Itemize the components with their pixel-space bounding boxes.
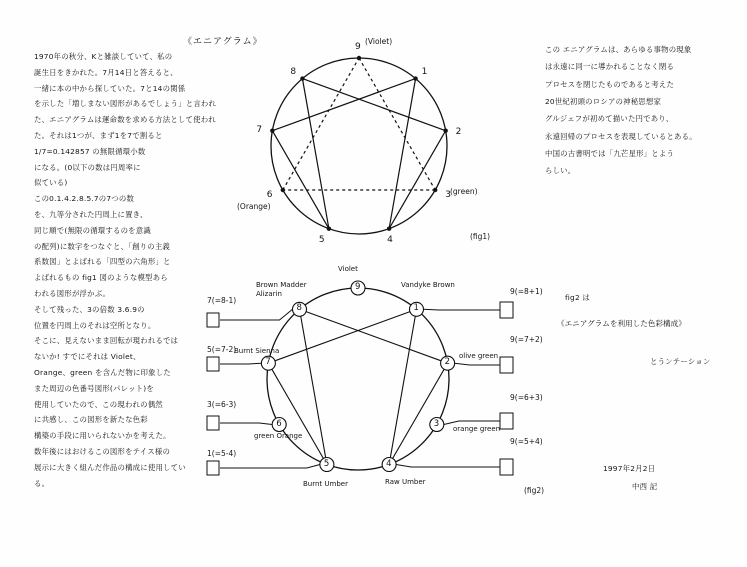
fig2-left-swatch [207, 357, 219, 371]
fig2-left-connector [220, 309, 293, 320]
left-text-line: 一緒に本の中から探していた。7と14の関係 [34, 83, 186, 93]
right-text-line: らしい。 [545, 166, 576, 176]
fig2-color-label: Burnt Sienna [234, 347, 280, 355]
fig1-point-number: 6 [266, 190, 273, 200]
fig2-node-number: 2 [444, 357, 451, 368]
left-text-line: を示した「増しまない図形があるでしょう」と言われ [34, 99, 217, 109]
fig1-point-number: 5 [318, 234, 325, 245]
fig1-caption: (fig1) [470, 232, 491, 241]
right-text-line: 中国の古書明では「九芒星形」とよう [545, 148, 675, 158]
fig2-left-connector [220, 423, 272, 425]
fig2-color-label: Brown Madder Alizarin [256, 281, 307, 298]
fig2-color-label: orange green [453, 425, 501, 433]
fig2-right-connector [423, 309, 500, 310]
left-text-line: 1/7=0.142857 の無限循環小数 [34, 146, 146, 156]
fig2-right-swatch [500, 459, 513, 475]
right-text-line: プロセスを閉じたものであると考えた [545, 79, 675, 89]
left-text-line: 同じ順で(無限の循環するのを意識 [34, 225, 151, 235]
left-text-line: ないか! すでにそれは Violet、 [34, 352, 141, 362]
fig2-right-connector [396, 465, 500, 467]
fig2-right-swatch [500, 302, 513, 318]
fig2-formula: 9(=8+1) [510, 287, 543, 296]
page-title: 《エニアグラム》 [183, 37, 263, 47]
left-text-line: になる。(0以下の数は円周率に [34, 162, 141, 172]
fig2-formula: 7(=8-1) [207, 296, 237, 305]
left-text-line: 誕生日をきかれた。7月14日と答えると、 [34, 67, 178, 77]
left-text-line: た。それは1つが、まず1を7で割ると [34, 131, 163, 140]
fig1-point [433, 188, 437, 192]
fig2-formula: 3(=6-3) [207, 400, 237, 409]
fig2-formula: 9(=5+4) [510, 437, 543, 446]
fig1-point [300, 76, 304, 80]
fig2-left-connector [220, 465, 320, 468]
fig2-note-title: 《エニアグラムを利用した色彩構成》 [557, 319, 686, 328]
fig1-dots [270, 56, 448, 231]
fig2-formula: 9(=7+2) [510, 335, 543, 344]
right-text-line: は永遠に同一に導かれることなく閉る [545, 62, 675, 72]
left-text-line: Orange、green を含んだ物に印象した [34, 368, 171, 377]
fig2-right-connector [455, 363, 500, 365]
fig2-caption: (fig2) [524, 486, 545, 495]
left-text-line: た、エニアグラムは運命数を求める方法として使われ [34, 115, 216, 125]
fig1-triangle-line [283, 58, 359, 190]
left-text-line: に共感し、この図形を新たな色彩 [34, 415, 148, 425]
fig1-point [270, 129, 274, 133]
right-text-line: 永遠回帰のプロセスを表現しているとある。 [545, 131, 697, 141]
fig2-left-swatch [207, 313, 219, 327]
fig2-node-number: 1 [413, 303, 419, 314]
left-text-line: また周辺の色番号図形(パレット)を [34, 383, 154, 393]
fig1-point [357, 56, 361, 60]
fig1-point-number: 7 [256, 124, 263, 135]
left-text-line: われる図形が浮かぶ。 [34, 289, 111, 298]
fig2-swatch-connectors [207, 302, 513, 475]
fig2-note-caption: とうンテーション [650, 357, 711, 366]
fig2-node-number: 7 [265, 357, 271, 368]
fig1-point [387, 226, 391, 230]
left-text-line: の配列)に数字をつなぐと、「創りの主義 [34, 241, 171, 251]
date: 1997年2月2日 [603, 464, 656, 473]
left-text-line: 位置を円周上のそれは空所となり。 [34, 320, 156, 330]
fig1-point-number: 3 [445, 190, 451, 200]
fig2-node-number: 9 [355, 282, 361, 292]
left-text-line: 1970年の秋分、Kと雑談していて、私の [34, 52, 173, 61]
left-text-line: そして残った、3の倍数 3.6.9の [34, 304, 145, 314]
fig1-point-number: 4 [387, 234, 393, 245]
fig2-right-swatch [500, 357, 513, 373]
signature: 中西 記 [632, 482, 658, 491]
left-text-line: る。 [34, 478, 50, 488]
fig1-point [443, 129, 447, 133]
fig1-point [327, 226, 331, 230]
left-text-line: この0.1.4.2.8.5.7の7つの数 [34, 194, 135, 204]
right-text-line: この エニアグラムは、あらゆる事物の現象 [545, 45, 692, 54]
left-text-line: 構築の手段に用いられないかを考えた。 [34, 431, 171, 441]
fig1-point-number: 2 [455, 126, 462, 137]
fig2-color-label: Raw Umber [385, 478, 426, 486]
left-text-line: そこに、見えないまま回転が現われるでは [34, 336, 179, 346]
fig2-formula: 1(=5-4) [207, 449, 237, 458]
left-text-line: 数年後にはおけるこの図形をテイス様の [34, 447, 171, 456]
left-text-line: を、九等分された円周上に置き、 [34, 210, 148, 219]
right-text-line: 20世紀初頭のロシアの神秘思想家 [545, 96, 662, 106]
fig2-circle [267, 288, 449, 470]
fig2-left-swatch [207, 416, 219, 430]
fig2-formula: 5(=7-2) [207, 345, 237, 354]
fig2-node-number: 3 [433, 418, 440, 429]
right-text-line: グルジェフが初めて描いた円であり、 [545, 114, 674, 124]
fig1-lines [272, 58, 445, 229]
fig2-node-number: 8 [296, 303, 302, 314]
fig1-triangle-line [359, 58, 435, 190]
fig1-point [413, 76, 417, 80]
fig2-left-connector [220, 363, 261, 364]
fig2-node-number: 5 [323, 458, 330, 469]
fig2-color-label: Burnt Umber [303, 480, 348, 488]
left-text-line: 似ている) [34, 178, 68, 188]
left-text-line: 系数図」とよばれる「四型の六角形」と [34, 257, 171, 267]
fig2-node-number: 4 [386, 458, 392, 469]
fig2-color-label: olive green [459, 352, 499, 360]
fig2-left-swatch [207, 461, 219, 475]
fig1-green-label: (green) [450, 187, 478, 196]
fig1-point-number: 8 [290, 66, 297, 77]
fig1-point-number: 9 [355, 42, 361, 52]
fig2-right-connector [444, 421, 500, 425]
fig1-point-number: 1 [421, 66, 428, 77]
fig2-color-label: green Orange [254, 432, 303, 440]
left-text-line: よばれるもの fig1 図のような模型あら [34, 273, 168, 283]
fig1-point [281, 188, 285, 192]
fig1-violet-label: (Violet) [365, 37, 393, 46]
left-text-line: 展示に大きく組んだ作品の構成に使用してい [34, 462, 186, 472]
fig2-color-label: Violet [338, 265, 358, 273]
fig1-orange-label: (Orange) [237, 202, 271, 211]
fig1-circle [271, 58, 447, 234]
fig2-lines [268, 309, 447, 464]
fig2-node-number: 6 [276, 418, 282, 429]
fig2-note-label: fig2 は [565, 293, 590, 302]
fig2-formula: 9(=6+3) [510, 393, 543, 402]
left-text-line: 使用していたので、この現われの偶然 [34, 399, 163, 409]
fig2-color-label: Vandyke Brown [401, 281, 455, 289]
